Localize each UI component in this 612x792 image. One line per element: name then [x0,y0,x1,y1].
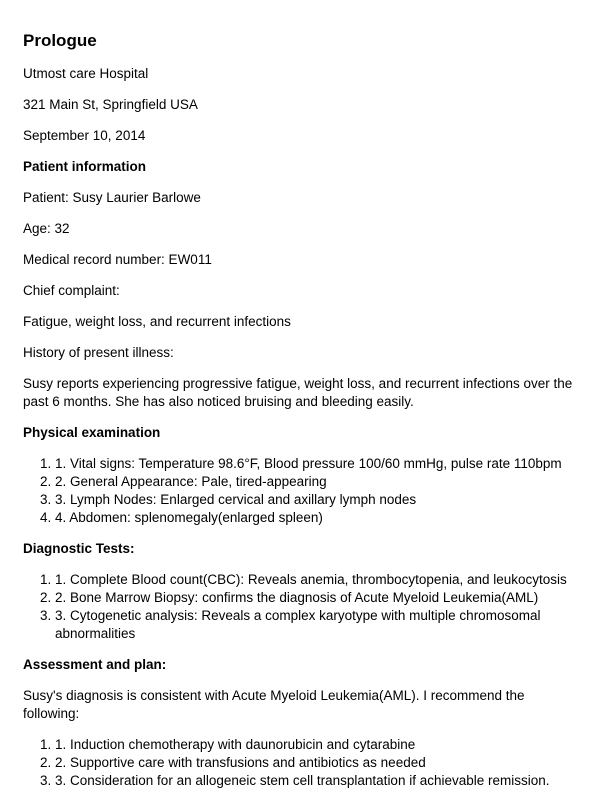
hospital-address: 321 Main St, Springfield USA [23,97,198,112]
chief-complaint-text: Fatigue, weight loss, and recurrent infections [23,314,291,329]
chief-complaint-label: Chief complaint: [23,283,120,298]
physical-exam-list [23,455,582,527]
page-title: Prologue [23,31,97,50]
hospital-name: Utmost care Hospital [23,66,149,81]
assessment-plan-list [23,736,582,790]
assessment-heading: Assessment and plan: [23,657,167,672]
diagnostic-tests-heading: Diagnostic Tests: [23,541,135,556]
assessment-intro: Susy's diagnosis is consistent with Acute Myeloid Leukemia(AML). I recommend the following: [23,688,525,721]
list-item: 3. 3. Lymph Nodes: Enlarged cervical and axillary lymph nodes [55,491,582,509]
list-item: 1. 1. Vital signs: Temperature 98.6°F, Blood pressure 100/60 mmHg, pulse rate 110bpm [55,455,582,473]
list-item: 3. 3. Cytogenetic analysis: Reveals a complex karyotype with multiple chromosomal abnormalities [55,607,582,643]
hpi-text: Susy reports experiencing progressive fatigue, weight loss, and recurrent infections over the past 6 months. She has also noticed bruising and bleeding easily. [23,376,573,409]
list-item: 2. 2. General Appearance: Pale, tired-appearing [55,473,582,491]
list-item: 3. 3. Consideration for an allogeneic stem cell transplantation if achievable remission. [55,772,582,790]
patient-age: Age: 32 [23,221,70,236]
medical-record-number: Medical record number: EW011 [23,252,212,267]
document-date: September 10, 2014 [23,128,146,143]
list-item: 1. 1. Complete Blood count(CBC): Reveals anemia, thrombocytopenia, and leukocytosis [55,571,582,589]
physical-exam-heading: Physical examination [23,425,161,440]
patient-name: Patient: Susy Laurier Barlowe [23,190,201,205]
list-item: 4. 4. Abdomen: splenomegaly(enlarged spleen) [55,509,582,527]
list-item: 1. 1. Induction chemotherapy with daunorubicin and cytarabine [55,736,582,754]
diagnostic-tests-list [23,571,582,643]
patient-info-heading: Patient information [23,159,147,174]
hpi-label: History of present illness: [23,345,174,360]
list-item: 2. 2. Supportive care with transfusions and antibiotics as needed [55,754,582,772]
list-item: 2. 2. Bone Marrow Biopsy: confirms the diagnosis of Acute Myeloid Leukemia(AML) [55,589,582,607]
